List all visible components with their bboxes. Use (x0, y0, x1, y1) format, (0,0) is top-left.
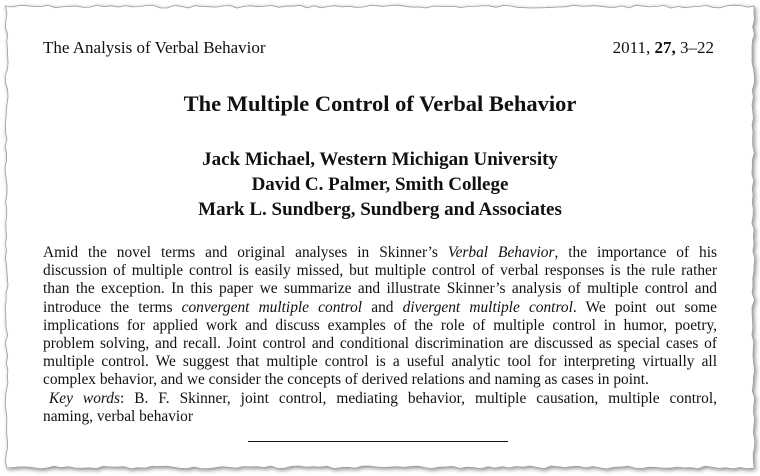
abstract-text: , the importance of his (554, 244, 718, 261)
abstract-text: Amid the novel terms and original analyses in Skinner’s (43, 244, 448, 261)
article-title: The Multiple Control of Verbal Behavior (183, 91, 577, 116)
abstract-text: . We point out some (572, 298, 717, 316)
section-divider (248, 441, 508, 442)
book-title: Verbal Behavior (447, 244, 555, 261)
abstract-line: complex behavior, and we consider the concepts of derived relations and naming as cases in point. (43, 371, 649, 389)
citation-volume: 27, (654, 38, 676, 57)
keywords-label: Key words (49, 389, 120, 407)
citation (613, 38, 714, 58)
abstract-text: and (362, 298, 403, 316)
abstract-line (43, 299, 717, 317)
journal-name: The Analysis of Verbal Behavior (43, 38, 266, 57)
author-line: Jack Michael, Western Michigan University (202, 149, 558, 170)
author-line: David C. Palmer, Smith College (251, 174, 509, 195)
abstract-line: implications for applied work and discuss examples of the role of multiple control in humor, poetry, (43, 316, 717, 334)
citation-year: 2011, (612, 38, 651, 57)
term-divergent: divergent multiple control (402, 298, 573, 316)
abstract (43, 244, 717, 426)
abstract-line: multiple control. We suggest that multiple control is a useful analytic tool for interpreting virtually all (43, 353, 717, 371)
abstract-text: introduce the terms (43, 298, 182, 316)
citation-pages: 3–22 (680, 38, 714, 57)
abstract-line: than the exception. In this paper we summarize and illustrate Skinner’s analysis of multiple control and (43, 280, 717, 298)
abstract-line (43, 244, 717, 262)
abstract-line: discussion of multiple control is easily missed, but multiple control of verbal responses is the rule rather (43, 262, 717, 280)
keywords-text: : B. F. Skinner, joint control, mediating behavior, multiple causation, multiple control, (120, 389, 717, 407)
keywords (43, 390, 717, 408)
term-convergent: convergent multiple control (181, 298, 363, 316)
abstract-line: problem solving, and recall. Joint control and conditional discrimination are discussed as special cases of (43, 334, 717, 352)
author-line: Mark L. Sundberg, Sundberg and Associates (198, 199, 562, 220)
keywords-line: naming, verbal behavior (43, 407, 194, 425)
